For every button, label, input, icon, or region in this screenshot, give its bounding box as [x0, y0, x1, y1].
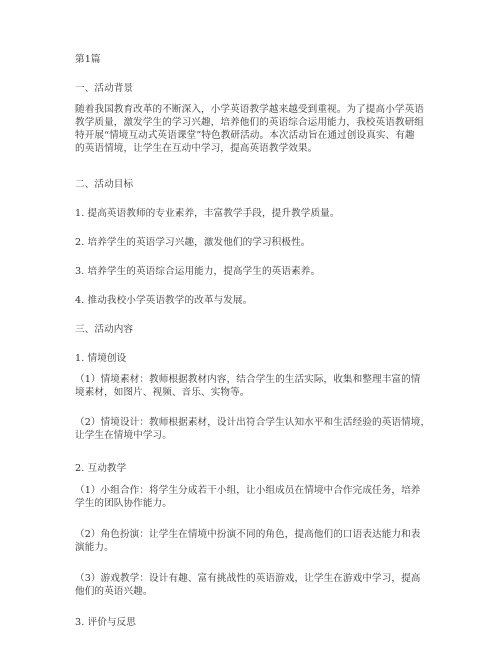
paragraph-line: 学生的团队协作能力。	[75, 498, 172, 509]
part-label: 第1篇	[75, 54, 101, 65]
paragraph-line: 教学质量，激发学生的学习兴趣，培养他们的英语综合运用能力，我校英语教研组	[75, 117, 424, 128]
paragraph-line: 特开展“情境互动式英语课堂”特色教研活动。本次活动旨在通过创设真实、有趣	[75, 130, 415, 141]
paragraph-line: （1）情境素材：教师根据教材内容，结合学生的生活实际，收集和整理丰富的情	[75, 374, 421, 385]
background-paragraph	[75, 103, 424, 155]
paragraph-line: （1）小组合作：将学生分成若干小组，让小组成员在情境中合作完成任务，培养	[75, 485, 421, 496]
subsection-title: 2. 互动教学	[75, 463, 127, 474]
content-paragraph	[75, 373, 420, 399]
paragraph-line: 演能力。	[75, 542, 114, 553]
paragraph-line: 他们的英语兴趣。	[75, 586, 153, 597]
subsection-title: 3. 评价与反思	[75, 617, 136, 628]
section-heading-goals: 二、活动目标	[75, 179, 134, 190]
section-heading-content: 三、活动内容	[75, 324, 134, 335]
goal-item: 2. 培养学生的英语学习兴趣，激发他们的学习积极性。	[75, 237, 311, 248]
content-paragraph	[75, 484, 420, 510]
section-heading-background: 一、活动背景	[75, 83, 134, 94]
content-paragraph	[75, 528, 420, 554]
paragraph-line: （2）情境设计：教师根据素材，设计出符合学生认知水平和生活经验的英语情境，	[75, 417, 431, 428]
subsection-title: 1. 情境创设	[75, 353, 127, 364]
paragraph-line: （2）角色扮演：让学生在情境中扮演不同的角色，提高他们的口语表达能力和表	[75, 529, 421, 540]
goal-item: 1. 提高英语教师的专业素养，丰富教学手段，提升教学质量。	[75, 208, 340, 219]
content-paragraph	[75, 572, 420, 598]
goal-item: 3. 培养学生的英语综合运用能力，提高学生的英语素养。	[75, 266, 321, 277]
paragraph-line: （3）游戏教学：设计有趣、富有挑战性的英语游戏，让学生在游戏中学习，提高	[75, 573, 421, 584]
goal-item: 4. 推动我校小学英语教学的改革与发展。	[75, 295, 253, 306]
paragraph-line: 的英语情境，让学生在互动中学习，提高英语教学效果。	[75, 143, 318, 154]
paragraph-line: 让学生在情境中学习。	[75, 430, 172, 441]
paragraph-line: 随着我国教育改革的不断深入，小学英语教学越来越受到重视。为了提高小学英语	[75, 104, 424, 115]
content-paragraph	[75, 416, 430, 442]
paragraph-line: 境素材，如图片、视频、音乐、实物等。	[75, 387, 250, 398]
